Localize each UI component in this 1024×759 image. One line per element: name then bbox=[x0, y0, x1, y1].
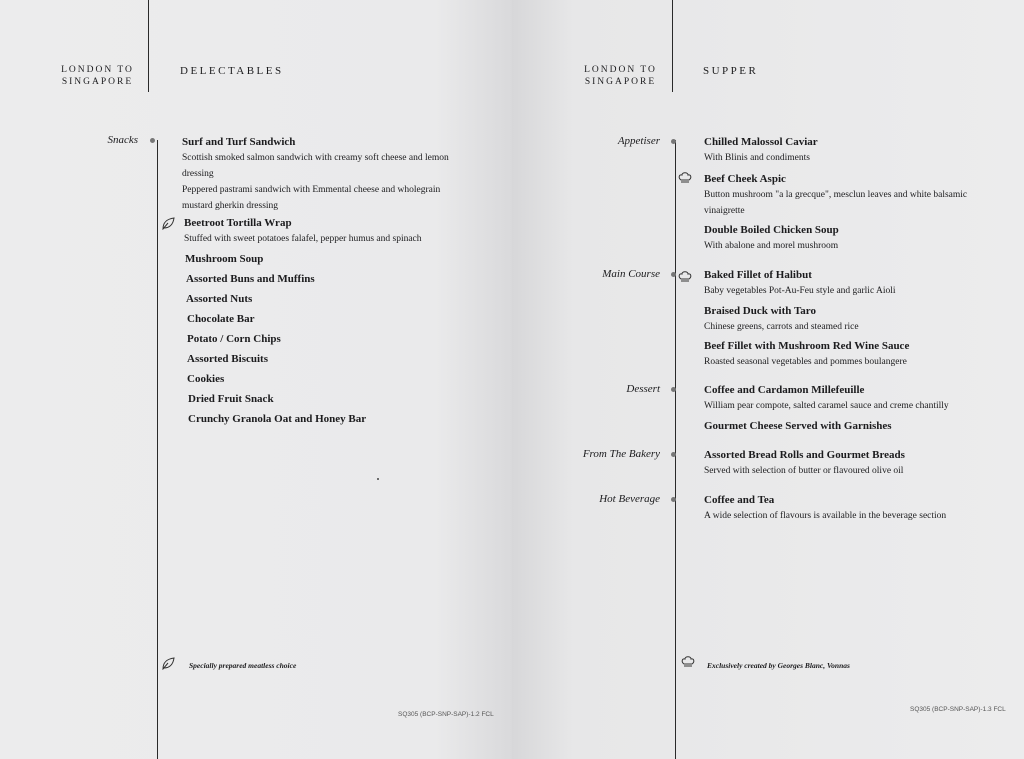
menu-item-title: Assorted Bread Rolls and Gourmet Breads bbox=[704, 449, 905, 461]
chef-hat-icon bbox=[681, 654, 695, 672]
menu-item-description: dressing bbox=[182, 169, 214, 179]
menu-item-title: Dried Fruit Snack bbox=[188, 393, 274, 405]
menu-item bbox=[182, 135, 449, 214]
menu-item-title: Beef Cheek Aspic bbox=[704, 173, 786, 185]
menu-item-description: Baby vegetables Pot-Au-Feu style and garlic Aioli bbox=[704, 286, 896, 296]
category-marker bbox=[150, 138, 155, 143]
menu-code: SQ305 (BCP-SNP-SAP)-1.2 FCL bbox=[398, 711, 494, 718]
menu-item-title: Cookies bbox=[187, 373, 225, 385]
menu-item-description: A wide selection of flavours is available in the beverage section bbox=[704, 511, 947, 521]
menu-item-title: Chocolate Bar bbox=[187, 313, 255, 325]
category-label: Main Course bbox=[602, 268, 660, 280]
menu-item bbox=[187, 372, 224, 387]
menu-item bbox=[704, 304, 859, 335]
leaf-icon bbox=[161, 217, 175, 234]
chef-hat-icon bbox=[678, 269, 692, 287]
menu-item-description: Scottish smoked salmon sandwich with creamy soft cheese and lemon bbox=[182, 153, 449, 163]
menu-item-description: mustard gherkin dressing bbox=[182, 201, 279, 211]
menu-divider bbox=[157, 140, 158, 759]
route-label: LONDON TO SINGAPORE bbox=[61, 65, 134, 87]
menu-item-title: Double Boiled Chicken Soup bbox=[704, 224, 839, 236]
menu-item bbox=[704, 493, 946, 524]
right-page bbox=[512, 0, 1024, 759]
menu-item-title: Mushroom Soup bbox=[185, 253, 264, 265]
menu-item-description: Peppered pastrami sandwich with Emmental cheese and wholegrain bbox=[182, 185, 441, 195]
chef-hat-icon bbox=[678, 170, 692, 188]
leaf-icon bbox=[161, 657, 175, 674]
menu-item-title: Chilled Malossol Caviar bbox=[704, 136, 818, 148]
menu-item-title: Coffee and Tea bbox=[704, 494, 775, 506]
menu-item-title: Baked Fillet of Halibut bbox=[704, 269, 812, 281]
menu-item-description: Served with selection of butter or flavoured olive oil bbox=[704, 466, 904, 476]
menu-item bbox=[704, 172, 967, 219]
menu-item bbox=[186, 292, 252, 307]
section-title: SUPPER bbox=[703, 65, 759, 77]
menu-code: SQ305 (BCP-SNP-SAP)-1.3 FCL bbox=[910, 706, 1006, 713]
menu-item bbox=[185, 252, 263, 267]
footnote: Exclusively created by Georges Blanc, Vonnas bbox=[707, 661, 850, 670]
menu-item bbox=[187, 332, 281, 347]
menu-item-description: Stuffed with sweet potatoes falafel, pepper humus and spinach bbox=[184, 234, 422, 244]
menu-item bbox=[187, 352, 268, 367]
category-label: Snacks bbox=[107, 134, 138, 146]
route-label: LONDON TO SINGAPORE bbox=[584, 65, 657, 87]
footnote: Specially prepared meatless choice bbox=[189, 661, 297, 670]
menu-item bbox=[704, 448, 905, 479]
menu-item-title: Gourmet Cheese Served with Garnishes bbox=[704, 420, 892, 432]
category-marker bbox=[671, 452, 676, 457]
menu-item bbox=[184, 216, 422, 247]
category-label: Appetiser bbox=[617, 135, 660, 147]
menu-item-description: With Blinis and condiments bbox=[704, 153, 810, 163]
menu-item-title: Assorted Nuts bbox=[186, 293, 253, 305]
menu-item-title: Braised Duck with Taro bbox=[704, 305, 816, 317]
menu-item-description: William pear compote, salted caramel sauce and creme chantilly bbox=[704, 401, 949, 411]
menu-item-title: Coffee and Cardamon Millefeuille bbox=[704, 384, 865, 396]
speck bbox=[377, 478, 379, 480]
menu-item-description: vinaigrette bbox=[704, 206, 745, 216]
menu-item bbox=[704, 268, 896, 299]
category-marker bbox=[671, 497, 676, 502]
category-label: Hot Beverage bbox=[599, 493, 660, 505]
menu-item-description: Chinese greens, carrots and steamed rice bbox=[704, 322, 859, 332]
menu-item bbox=[188, 392, 274, 407]
header-divider bbox=[672, 0, 673, 92]
menu-item-title: Surf and Turf Sandwich bbox=[182, 136, 296, 148]
menu-item-title: Potato / Corn Chips bbox=[187, 333, 281, 345]
category-marker bbox=[671, 272, 676, 277]
category-label: From The Bakery bbox=[582, 448, 660, 460]
menu-item-title: Assorted Biscuits bbox=[187, 353, 268, 365]
header-divider bbox=[148, 0, 149, 92]
menu-item bbox=[187, 312, 255, 327]
menu-item-title: Beef Fillet with Mushroom Red Wine Sauce bbox=[704, 340, 910, 352]
menu-item bbox=[704, 419, 892, 434]
section-title: DELECTABLES bbox=[180, 65, 284, 77]
menu-item-description: Button mushroom "a la grecque", mesclun leaves and white balsamic bbox=[704, 190, 968, 200]
category-label: Dessert bbox=[626, 383, 660, 395]
menu-item bbox=[186, 272, 315, 287]
menu-divider bbox=[675, 140, 676, 759]
menu-item bbox=[704, 339, 909, 370]
menu-item bbox=[704, 383, 949, 414]
menu-item bbox=[188, 412, 366, 427]
category-marker bbox=[671, 387, 676, 392]
menu-item-description: Roasted seasonal vegetables and pommes boulangere bbox=[704, 357, 907, 367]
menu-item-title: Crunchy Granola Oat and Honey Bar bbox=[188, 413, 367, 425]
menu-item-title: Assorted Buns and Muffins bbox=[186, 273, 315, 285]
category-marker bbox=[671, 139, 676, 144]
menu-item-description: With abalone and morel mushroom bbox=[704, 241, 839, 251]
menu-item bbox=[704, 223, 839, 254]
menu-item bbox=[704, 135, 818, 166]
menu-item-title: Beetroot Tortilla Wrap bbox=[184, 217, 292, 229]
